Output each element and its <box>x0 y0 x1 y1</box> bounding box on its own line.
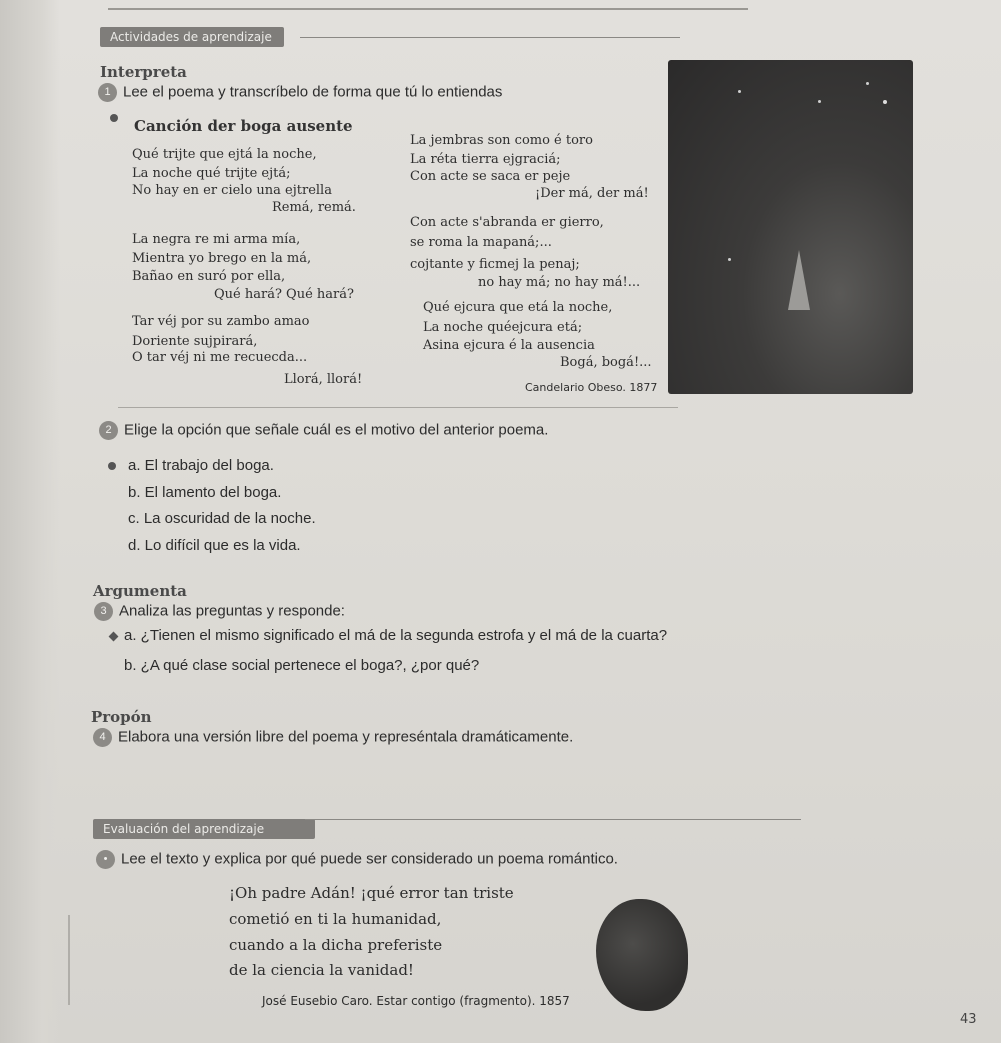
bullet-icon <box>108 462 116 470</box>
poem-right-line: La noche quéejcura etá; <box>423 320 583 335</box>
badge-rule <box>305 819 801 820</box>
star-shape <box>866 82 869 85</box>
badge-rule <box>300 37 680 38</box>
verse-line: ¡Oh padre Adán! ¡qué error tan triste <box>229 884 514 902</box>
option-c: c. La oscuridad de la noche. <box>128 510 316 527</box>
poem-right-line: Asina ejcura é la ausencia <box>423 338 595 353</box>
poem-right-line: La réta tierra ejgraciá; <box>410 152 561 167</box>
poem-left-line: Bañao en suró por ella, <box>132 269 286 284</box>
activities-badge: Actividades de aprendizaje <box>100 27 284 47</box>
hedgehog-illustration <box>596 899 688 1011</box>
boat-shape <box>788 250 810 310</box>
section-title-argumenta: Argumenta <box>93 582 187 600</box>
poem-left-line: Mientra yo brego en la má, <box>132 251 312 266</box>
section-title-propon: Propón <box>91 708 152 726</box>
poem-left-line: Qué hará? Qué hará? <box>214 287 354 302</box>
poem-right-line: ¡Der má, der má! <box>535 186 649 201</box>
question-text: Elige la opción que señale cuál es el motivo del anterior poema. <box>124 421 549 439</box>
bullet-icon <box>110 114 118 122</box>
page-number: 43 <box>960 1012 977 1027</box>
verse-line: de la ciencia la vanidad! <box>229 961 414 979</box>
evaluation-badge: Evaluación del aprendizaje <box>93 819 315 839</box>
poem-left-line: La negra re mi arma mía, <box>132 232 301 247</box>
question-number: • <box>96 850 115 869</box>
star-shape <box>738 90 741 93</box>
verse-source: José Eusebio Caro. Estar contigo (fragmento). 1857 <box>262 994 570 1008</box>
poem-right-line: se roma la mapaná;... <box>410 235 552 250</box>
section-title-interpreta: Interpreta <box>100 63 187 81</box>
question-text: Lee el texto y explica por qué puede ser considerado un poema romántico. <box>121 850 618 868</box>
question-3b: b. ¿A qué clase social pertenece el boga?, ¿por qué? <box>124 657 480 674</box>
question-text: Lee el poema y transcríbelo de forma que tú lo entiendas <box>123 83 503 101</box>
poem-left-line: O tar véj ni me recuecda... <box>132 350 308 365</box>
poem-right-line: Con acte se saca er peje <box>410 169 571 184</box>
question-2 <box>99 421 548 440</box>
top-rule <box>108 8 748 10</box>
option-d: d. Lo difícil que es la vida. <box>128 537 301 554</box>
poem-title: Canción der boga ausente <box>134 117 353 135</box>
poem-left-line: Remá, remá. <box>272 200 356 215</box>
question-number: 3 <box>94 602 113 621</box>
star-shape <box>728 258 731 261</box>
question-number: 4 <box>93 728 112 747</box>
poem-right-line: Con acte s'abranda er gierro, <box>410 215 604 230</box>
margin-mark <box>68 915 70 1005</box>
question-text: Elabora una versión libre del poema y represéntala dramáticamente. <box>118 728 574 746</box>
verse-line: cometió en ti la humanidad, <box>229 910 442 928</box>
poem-left-line: No hay en er cielo una ejtrella <box>132 183 332 198</box>
poem-right-line: La jembras son como é toro <box>410 133 593 148</box>
option-a: a. El trabajo del boga. <box>128 457 274 474</box>
poem-author: Candelario Obeso. 1877 <box>525 381 658 394</box>
question-3a: a. ¿Tienen el mismo significado el má de la segunda estrofa y el má de la cuarta? <box>124 627 668 644</box>
question-1 <box>98 83 502 102</box>
poem-left-line: Doriente sujpirará, <box>132 334 258 349</box>
poem-left-line: La noche qué trijte ejtá; <box>132 166 291 181</box>
verse-line: cuando a la dicha preferiste <box>229 936 443 954</box>
diamond-icon <box>109 632 119 642</box>
night-sea-photo <box>668 60 913 394</box>
question-number: 1 <box>98 83 117 102</box>
poem-right-line: Bogá, bogá!... <box>560 355 652 370</box>
poem-right-line: cojtante y ficmej la penaj; <box>410 257 580 272</box>
star-shape <box>818 100 821 103</box>
question-4 <box>93 728 573 747</box>
section-divider <box>118 407 678 408</box>
poem-right-line: Qué ejcura que etá la noche, <box>423 300 613 315</box>
poem-right-line: no hay má; no hay má!... <box>478 275 641 290</box>
question-text: Analiza las preguntas y responde: <box>119 602 345 620</box>
option-b: b. El lamento del boga. <box>128 484 282 501</box>
question-3 <box>94 602 345 621</box>
question-number: 2 <box>99 421 118 440</box>
moon-shape <box>883 100 887 104</box>
poem-left-line: Qué trijte que ejtá la noche, <box>132 147 317 162</box>
poem-left-line: Tar véj por su zambo amao <box>132 314 310 329</box>
poem-left-line: Llorá, llorá! <box>284 372 363 387</box>
evaluation-question <box>96 850 618 869</box>
